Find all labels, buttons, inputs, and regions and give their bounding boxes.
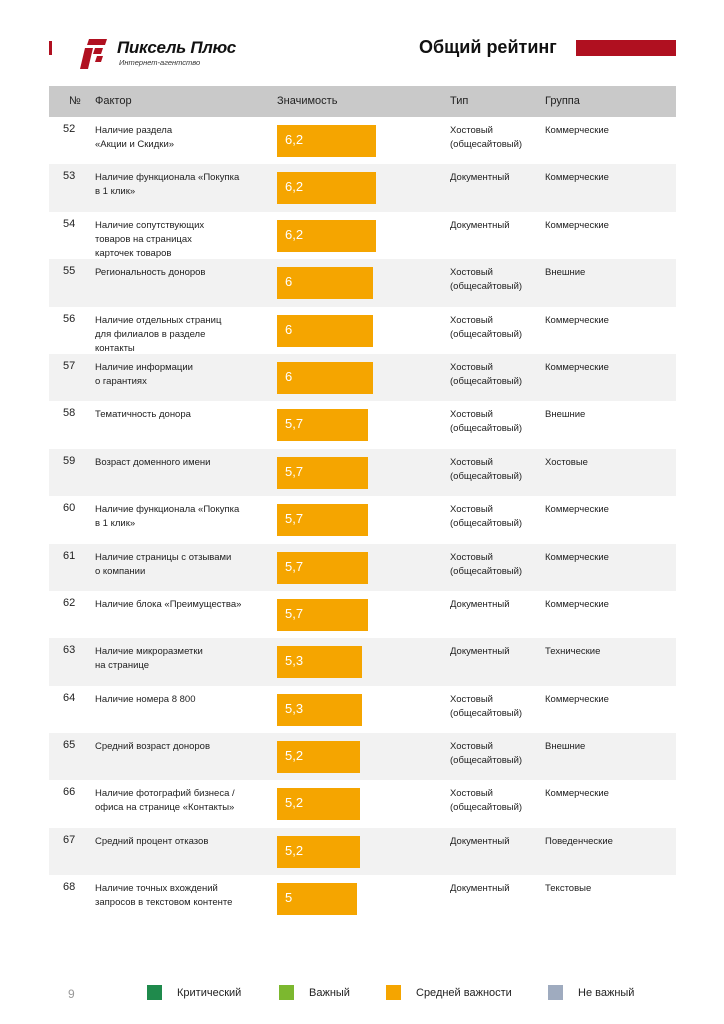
factor-name: Наличие микроразметки на странице — [95, 646, 203, 672]
table-row — [49, 354, 676, 401]
legend-swatch — [386, 985, 401, 1000]
table-row — [49, 449, 676, 496]
factor-group: Внешние — [545, 267, 586, 279]
row-number: 63 — [63, 644, 76, 657]
table-row — [49, 544, 676, 591]
factor-group: Коммерческие — [545, 551, 609, 563]
table-header — [49, 86, 676, 117]
factor-group: Коммерческие — [545, 788, 609, 800]
factor-group: Коммерческие — [545, 125, 609, 136]
significance-bar — [277, 504, 368, 536]
table-row — [49, 733, 676, 780]
factor-name: Наличие фотографий бизнеса / офиса на странице «Контакты» — [95, 788, 235, 814]
significance-value: 5,2 — [285, 795, 304, 811]
factor-type: Хостовый (общесайтовый) — [450, 267, 523, 293]
rating-table — [49, 86, 676, 923]
table-row — [49, 875, 676, 922]
page-number: 9 — [68, 987, 75, 1001]
table-row — [49, 496, 676, 543]
factor-name: Наличие блока «Преимущества» — [95, 598, 242, 610]
brand-subtitle: Интернет-агентство — [119, 58, 201, 67]
significance-value: 6 — [285, 274, 293, 290]
row-number: 53 — [63, 170, 76, 183]
row-number: 65 — [63, 739, 76, 752]
significance-value: 5,7 — [285, 416, 304, 432]
factor-group: Коммерческие — [545, 598, 609, 610]
table-row — [49, 212, 676, 259]
significance-bar — [277, 267, 373, 299]
table-row — [49, 117, 676, 164]
legend-swatch — [147, 985, 162, 1000]
factor-type: Документный — [450, 598, 510, 610]
factor-group: Коммерческие — [545, 693, 609, 705]
row-number: 52 — [63, 123, 76, 135]
row-number: 60 — [63, 502, 76, 515]
significance-value: 6 — [285, 321, 293, 337]
col-header-factor: Фактор — [95, 95, 132, 107]
factor-name: Наличие отдельных страниц для филиалов в разделе контакты — [95, 314, 222, 354]
table-row — [49, 401, 676, 448]
significance-value: 5,7 — [285, 558, 304, 574]
factor-name: Региональность доноров — [95, 267, 206, 279]
significance-bar — [277, 646, 362, 678]
significance-bar — [277, 788, 360, 820]
significance-value: 5,3 — [285, 653, 304, 669]
significance-value: 6,2 — [285, 132, 304, 147]
significance-value: 5,7 — [285, 463, 304, 479]
significance-bar — [277, 599, 368, 631]
significance-value: 5,3 — [285, 700, 304, 716]
significance-value: 5,2 — [285, 842, 304, 858]
brand-name: Пиксель Плюс — [117, 38, 236, 57]
factor-name: Наличие сопутствующих товаров на страницах карточек товаров — [95, 219, 205, 259]
significance-value: 6,2 — [285, 226, 304, 242]
factor-type: Документный — [450, 646, 510, 658]
factor-name: Наличие информации о гарантиях — [95, 361, 193, 387]
legend-swatch — [548, 985, 563, 1000]
legend-label: Не важный — [578, 987, 635, 999]
significance-bar — [277, 694, 362, 726]
factor-group: Коммерческие — [545, 219, 609, 231]
factor-type: Хостовый (общесайтовый) — [450, 693, 523, 719]
significance-value: 5 — [285, 890, 293, 906]
significance-bar — [277, 552, 368, 584]
factor-name: Наличие раздела «Акции и Скидки» — [95, 125, 175, 150]
legend-swatch — [279, 985, 294, 1000]
factor-group: Коммерческие — [545, 314, 609, 326]
legend-label: Критический — [177, 987, 242, 999]
factor-group: Хостовые — [545, 456, 588, 468]
factor-type: Хостовый (общесайтовый) — [450, 741, 523, 767]
row-number: 66 — [63, 786, 76, 799]
factor-type: Хостовый (общесайтовый) — [450, 361, 523, 387]
footer — [0, 985, 724, 1005]
header-accent-mark — [49, 41, 52, 55]
significance-value: 5,7 — [285, 605, 304, 621]
row-number: 55 — [63, 265, 76, 278]
factor-type: Документный — [450, 835, 510, 847]
significance-bar — [277, 741, 360, 773]
factor-group: Коммерческие — [545, 172, 609, 184]
significance-value: 5,7 — [285, 511, 304, 527]
table-row — [49, 828, 676, 875]
row-number: 64 — [63, 691, 76, 704]
factor-group: Коммерческие — [545, 361, 609, 373]
factor-name: Наличие функционала «Покупка в 1 клик» — [95, 504, 240, 530]
row-number: 57 — [63, 359, 76, 372]
significance-bar — [277, 457, 368, 489]
row-number: 62 — [63, 596, 76, 609]
table-row — [49, 780, 676, 827]
factor-group: Поведенческие — [545, 835, 613, 847]
factor-type: Хостовый (общесайтовый) — [450, 409, 523, 435]
legend-label: Средней важности — [416, 987, 512, 999]
page-title: Общий рейтинг — [419, 37, 557, 57]
table-row — [49, 686, 676, 733]
significance-bar — [277, 409, 368, 441]
factor-type: Документный — [450, 172, 510, 184]
significance-bar — [277, 220, 376, 252]
title-accent-bar — [576, 40, 676, 56]
table-row — [49, 164, 676, 211]
table-row — [49, 591, 676, 638]
row-number: 54 — [63, 217, 76, 230]
factor-type: Хостовый (общесайтовый) — [450, 788, 523, 814]
factor-group: Текстовые — [545, 883, 592, 895]
row-number: 58 — [63, 407, 76, 420]
table-row — [49, 259, 676, 306]
significance-bar — [277, 172, 376, 204]
factor-group: Внешние — [545, 741, 586, 753]
pixel-plus-logo-icon — [80, 38, 108, 70]
row-number: 68 — [63, 881, 76, 894]
factor-group: Внешние — [545, 409, 586, 421]
significance-bar — [277, 315, 373, 347]
factor-name: Средний возраст доноров — [95, 741, 211, 753]
factor-group: Коммерческие — [545, 504, 609, 516]
significance-bar — [277, 883, 357, 915]
factor-name: Средний процент отказов — [95, 835, 209, 847]
col-header-num: № — [69, 95, 81, 107]
row-number: 67 — [63, 833, 76, 846]
row-number: 59 — [63, 454, 76, 467]
brand-logo — [80, 38, 250, 70]
col-header-type: Тип — [450, 95, 469, 107]
significance-value: 5,2 — [285, 748, 304, 764]
factor-name: Возраст доменного имени — [95, 456, 211, 468]
factor-name: Наличие функционала «Покупка в 1 клик» — [95, 172, 240, 198]
significance-bar — [277, 362, 373, 394]
significance-value: 6,2 — [285, 179, 304, 195]
col-header-significance: Значимость — [277, 95, 338, 107]
factor-type: Хостовый (общесайтовый) — [450, 314, 523, 340]
significance-value: 6 — [285, 368, 293, 384]
legend-label: Важный — [309, 987, 350, 999]
factor-type: Документный — [450, 883, 510, 895]
factor-type: Хостовый (общесайтовый) — [450, 504, 523, 530]
factor-type: Документный — [450, 219, 510, 231]
significance-bar — [277, 125, 376, 157]
factor-name: Наличие страницы с отзывами о компании — [95, 551, 232, 577]
factor-name: Наличие точных вхождений запросов в текстовом контенте — [95, 883, 233, 909]
row-number: 61 — [63, 549, 76, 562]
table-row — [49, 307, 676, 354]
factor-type: Хостовый (общесайтовый) — [450, 551, 523, 577]
significance-bar — [277, 836, 360, 868]
col-header-group: Группа — [545, 95, 580, 107]
table-row — [49, 638, 676, 685]
row-number: 56 — [63, 312, 76, 325]
factor-name: Наличие номера 8 800 — [95, 693, 196, 705]
factor-type: Хостовый (общесайтовый) — [450, 456, 523, 482]
factor-name: Тематичность донора — [95, 409, 191, 421]
factor-type: Хостовый (общесайтовый) — [450, 125, 523, 150]
factor-group: Технические — [545, 646, 601, 658]
table-body — [49, 117, 676, 923]
